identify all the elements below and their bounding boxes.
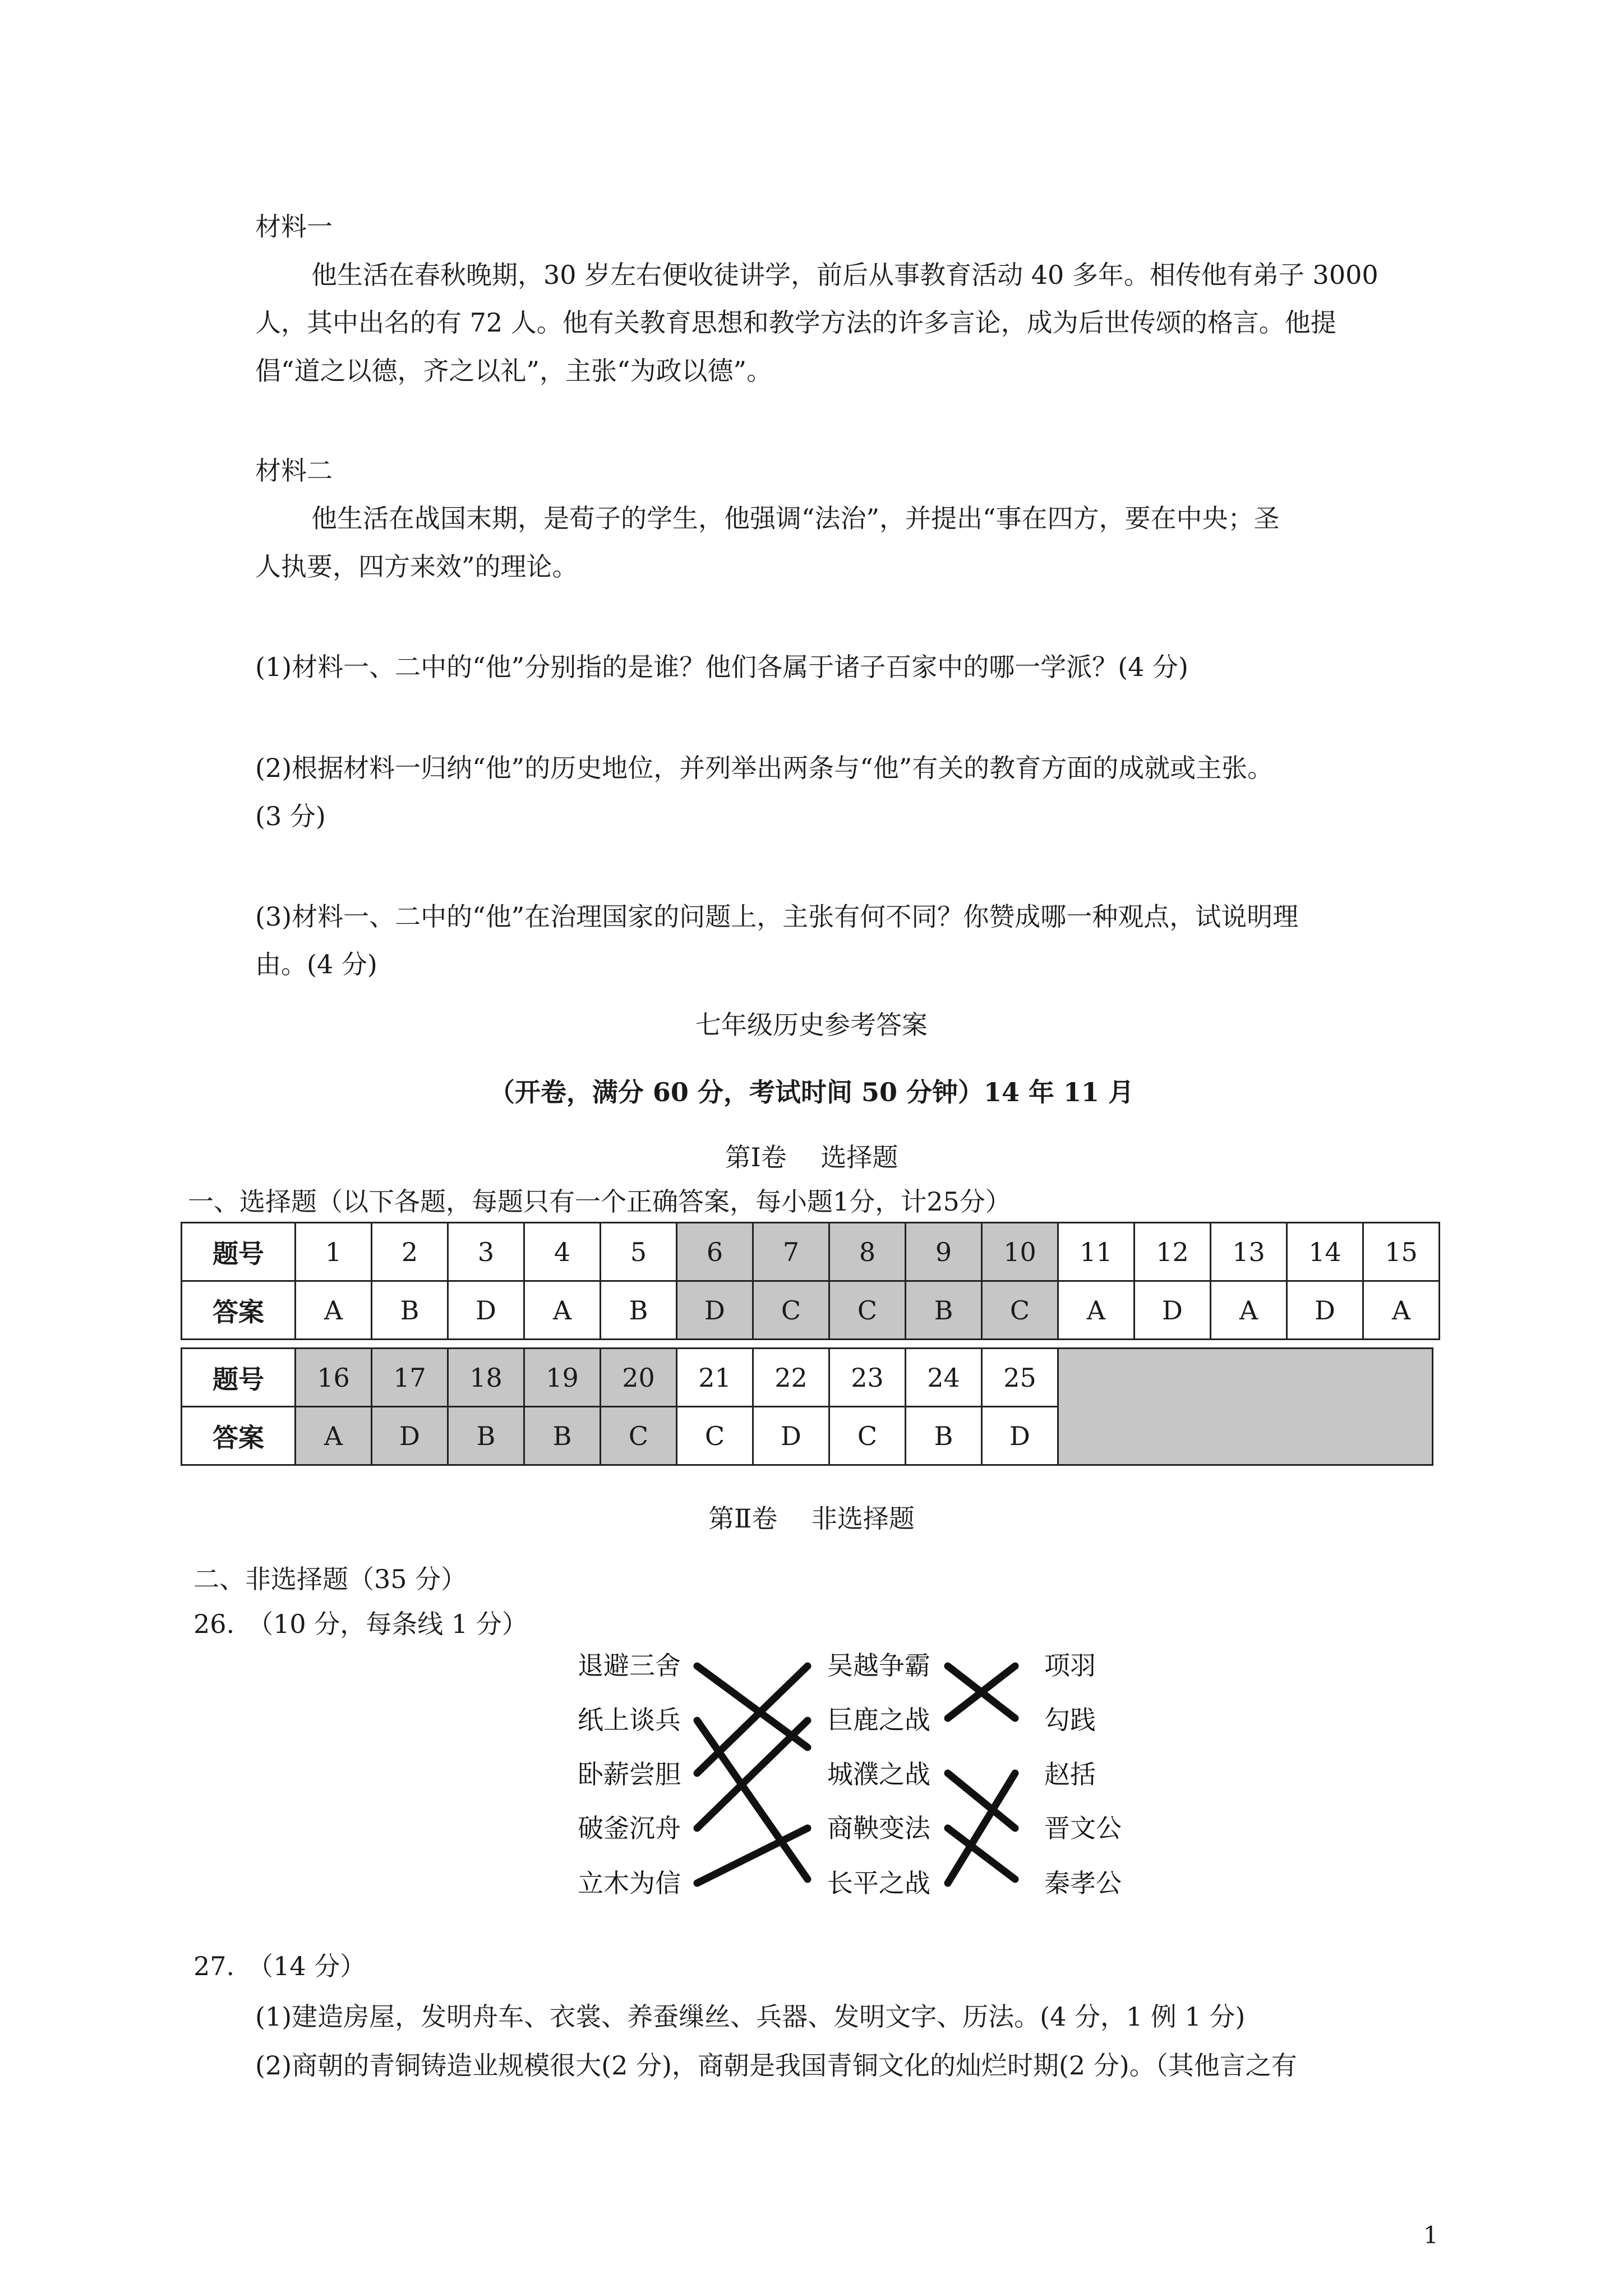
table-cell: D bbox=[448, 1281, 524, 1340]
match-line bbox=[948, 1773, 1015, 1883]
person-4: 晋文公 bbox=[1044, 1813, 1122, 1843]
table-row bbox=[182, 1223, 1440, 1281]
material2-title: 材料二 bbox=[255, 455, 333, 486]
table-cell: 14 bbox=[1287, 1223, 1363, 1281]
table-cell: D bbox=[753, 1407, 829, 1465]
answer-key-subtitle: （开卷，满分 60 分，考试时间 50 分钟）14 年 11 月 bbox=[488, 1077, 1135, 1107]
person-5: 秦孝公 bbox=[1044, 1868, 1122, 1898]
table-cell: 6 bbox=[677, 1223, 753, 1281]
material2-line2: 人执要，四方来效”的理论。 bbox=[255, 551, 578, 582]
person-3: 赵括 bbox=[1044, 1759, 1096, 1789]
question-27-answer-1: (1)建造房屋，发明舟车、衣裳、养蚕缫丝、兵器、发明文字、历法。(4 分，1 例 1 分) bbox=[255, 2001, 1246, 2032]
table-cell: 2 bbox=[372, 1223, 448, 1281]
table-cell: A bbox=[1058, 1281, 1135, 1340]
event-1: 吴越争霸 bbox=[827, 1650, 930, 1681]
material1-line3: 倡“道之以德，齐之以礼”，主张“为政以德”。 bbox=[255, 356, 773, 386]
question-2-line1: (2)根据材料一归纳“他”的历史地位，并列举出两条与“他”有关的教育方面的成就或主张。 bbox=[255, 753, 1274, 783]
table-cell: D bbox=[1135, 1281, 1211, 1340]
table-cell: 7 bbox=[753, 1223, 829, 1281]
answer-table-1 bbox=[181, 1222, 1440, 1340]
event-4: 商鞅变法 bbox=[827, 1813, 930, 1843]
table-cell: D bbox=[1287, 1281, 1363, 1340]
table-cell: A bbox=[296, 1407, 372, 1465]
table-cell: 17 bbox=[372, 1349, 448, 1407]
table-cell: D bbox=[982, 1407, 1058, 1465]
table-cell: B bbox=[601, 1281, 677, 1340]
person-2: 勾践 bbox=[1044, 1705, 1096, 1735]
part2-title: 第Ⅱ卷 非选择题 bbox=[708, 1503, 915, 1534]
row-label-answer: 答案 bbox=[182, 1281, 296, 1340]
table-cell: 3 bbox=[448, 1223, 524, 1281]
table-cell: 22 bbox=[753, 1349, 829, 1407]
event-3: 城濮之战 bbox=[827, 1759, 930, 1789]
row-label-number: 题号 bbox=[182, 1223, 296, 1281]
question-26-title: 26. （10 分，每条线 1 分） bbox=[193, 1609, 528, 1639]
page-number: 1 bbox=[1423, 2221, 1438, 2249]
row-label-answer: 答案 bbox=[182, 1407, 296, 1465]
table-cell: D bbox=[677, 1281, 753, 1340]
table-cell: B bbox=[524, 1407, 601, 1465]
table-cell: 19 bbox=[524, 1349, 601, 1407]
material2-line1: 他生活在战国末期，是荀子的学生，他强调“法治”，并提出“事在四方，要在中央；圣 bbox=[311, 503, 1280, 533]
question-27-answer-2: (2)商朝的青铜铸造业规模很大(2 分)，商朝是我国青铜文化的灿烂时期(2 分)。（其他言之有 bbox=[255, 2050, 1297, 2081]
match-line bbox=[948, 1773, 1015, 1828]
material1-title: 材料一 bbox=[255, 211, 333, 242]
table-cell: 21 bbox=[677, 1349, 753, 1407]
table-cell: 15 bbox=[1363, 1223, 1440, 1281]
part1-title: 第Ⅰ卷 选择题 bbox=[725, 1142, 898, 1172]
table-cell: A bbox=[1363, 1281, 1440, 1340]
match-line bbox=[697, 1720, 808, 1828]
table-cell: 1 bbox=[296, 1223, 372, 1281]
event-5: 长平之战 bbox=[827, 1868, 930, 1898]
row-label-number: 题号 bbox=[182, 1349, 296, 1407]
table-cell: 18 bbox=[448, 1349, 524, 1407]
answer-table-2 bbox=[181, 1347, 1433, 1466]
table-cell: 24 bbox=[906, 1349, 982, 1407]
table-row bbox=[182, 1281, 1440, 1340]
table-cell: 10 bbox=[982, 1223, 1058, 1281]
idiom-4: 破釜沉舟 bbox=[578, 1813, 681, 1843]
person-1: 项羽 bbox=[1044, 1650, 1096, 1681]
idiom-5: 立木为信 bbox=[578, 1868, 681, 1898]
table-cell: 16 bbox=[296, 1349, 372, 1407]
table-cell: C bbox=[601, 1407, 677, 1465]
table-cell: D bbox=[372, 1407, 448, 1465]
idiom-1: 退避三舍 bbox=[578, 1650, 681, 1681]
question-3-line1: (3)材料一、二中的“他”在治理国家的问题上，主张有何不同？你赞成哪一种观点，试说明理 bbox=[255, 901, 1299, 932]
table-cell: B bbox=[906, 1407, 982, 1465]
material1-line2: 人，其中出名的有 72 人。他有关教育思想和教学方法的许多言论，成为后世传颂的格言。他提 bbox=[255, 307, 1336, 338]
table-cell: 11 bbox=[1058, 1223, 1135, 1281]
table-cell: 4 bbox=[524, 1223, 601, 1281]
idiom-3: 卧薪尝胆 bbox=[578, 1759, 681, 1789]
table-cell: 13 bbox=[1211, 1223, 1287, 1281]
table-cell: 5 bbox=[601, 1223, 677, 1281]
table-cell: 25 bbox=[982, 1349, 1058, 1407]
table-cell: 9 bbox=[906, 1223, 982, 1281]
table-cell: 12 bbox=[1135, 1223, 1211, 1281]
table-cell: B bbox=[372, 1281, 448, 1340]
table-cell: A bbox=[296, 1281, 372, 1340]
table-cell: 23 bbox=[829, 1349, 906, 1407]
event-2: 巨鹿之战 bbox=[827, 1705, 930, 1735]
question-3-line2: 由。(4 分) bbox=[255, 949, 377, 979]
empty-shaded-cell bbox=[1058, 1349, 1433, 1465]
idiom-2: 纸上谈兵 bbox=[578, 1705, 681, 1735]
matching-diagram bbox=[561, 1641, 1138, 1921]
section1-title: 一、选择题（以下各题，每题只有一个正确答案，每小题1分，计25分） bbox=[188, 1186, 1011, 1217]
answer-key-title: 七年级历史参考答案 bbox=[695, 1010, 928, 1040]
table-cell: C bbox=[829, 1281, 906, 1340]
question-27-title: 27. （14 分） bbox=[193, 1951, 366, 1981]
table-cell: B bbox=[448, 1407, 524, 1465]
table-cell: A bbox=[1211, 1281, 1287, 1340]
section2-title: 二、非选择题（35 分） bbox=[193, 1564, 467, 1594]
table-cell: A bbox=[524, 1281, 601, 1340]
table-cell: C bbox=[829, 1407, 906, 1465]
table-cell: 8 bbox=[829, 1223, 906, 1281]
table-cell: C bbox=[677, 1407, 753, 1465]
table-cell: C bbox=[753, 1281, 829, 1340]
question-2-line2: (3 分) bbox=[255, 801, 326, 831]
question-1: (1)材料一、二中的“他”分别指的是谁？他们各属于诸子百家中的哪一学派？(4 分) bbox=[255, 652, 1188, 682]
table-cell: 20 bbox=[601, 1349, 677, 1407]
material1-line1: 他生活在春秋晚期，30 岁左右便收徒讲学，前后从事教育活动 40 多年。相传他有弟子 3000 bbox=[311, 260, 1378, 290]
table-cell: B bbox=[906, 1281, 982, 1340]
table-row bbox=[182, 1349, 1433, 1407]
table-cell: C bbox=[982, 1281, 1058, 1340]
